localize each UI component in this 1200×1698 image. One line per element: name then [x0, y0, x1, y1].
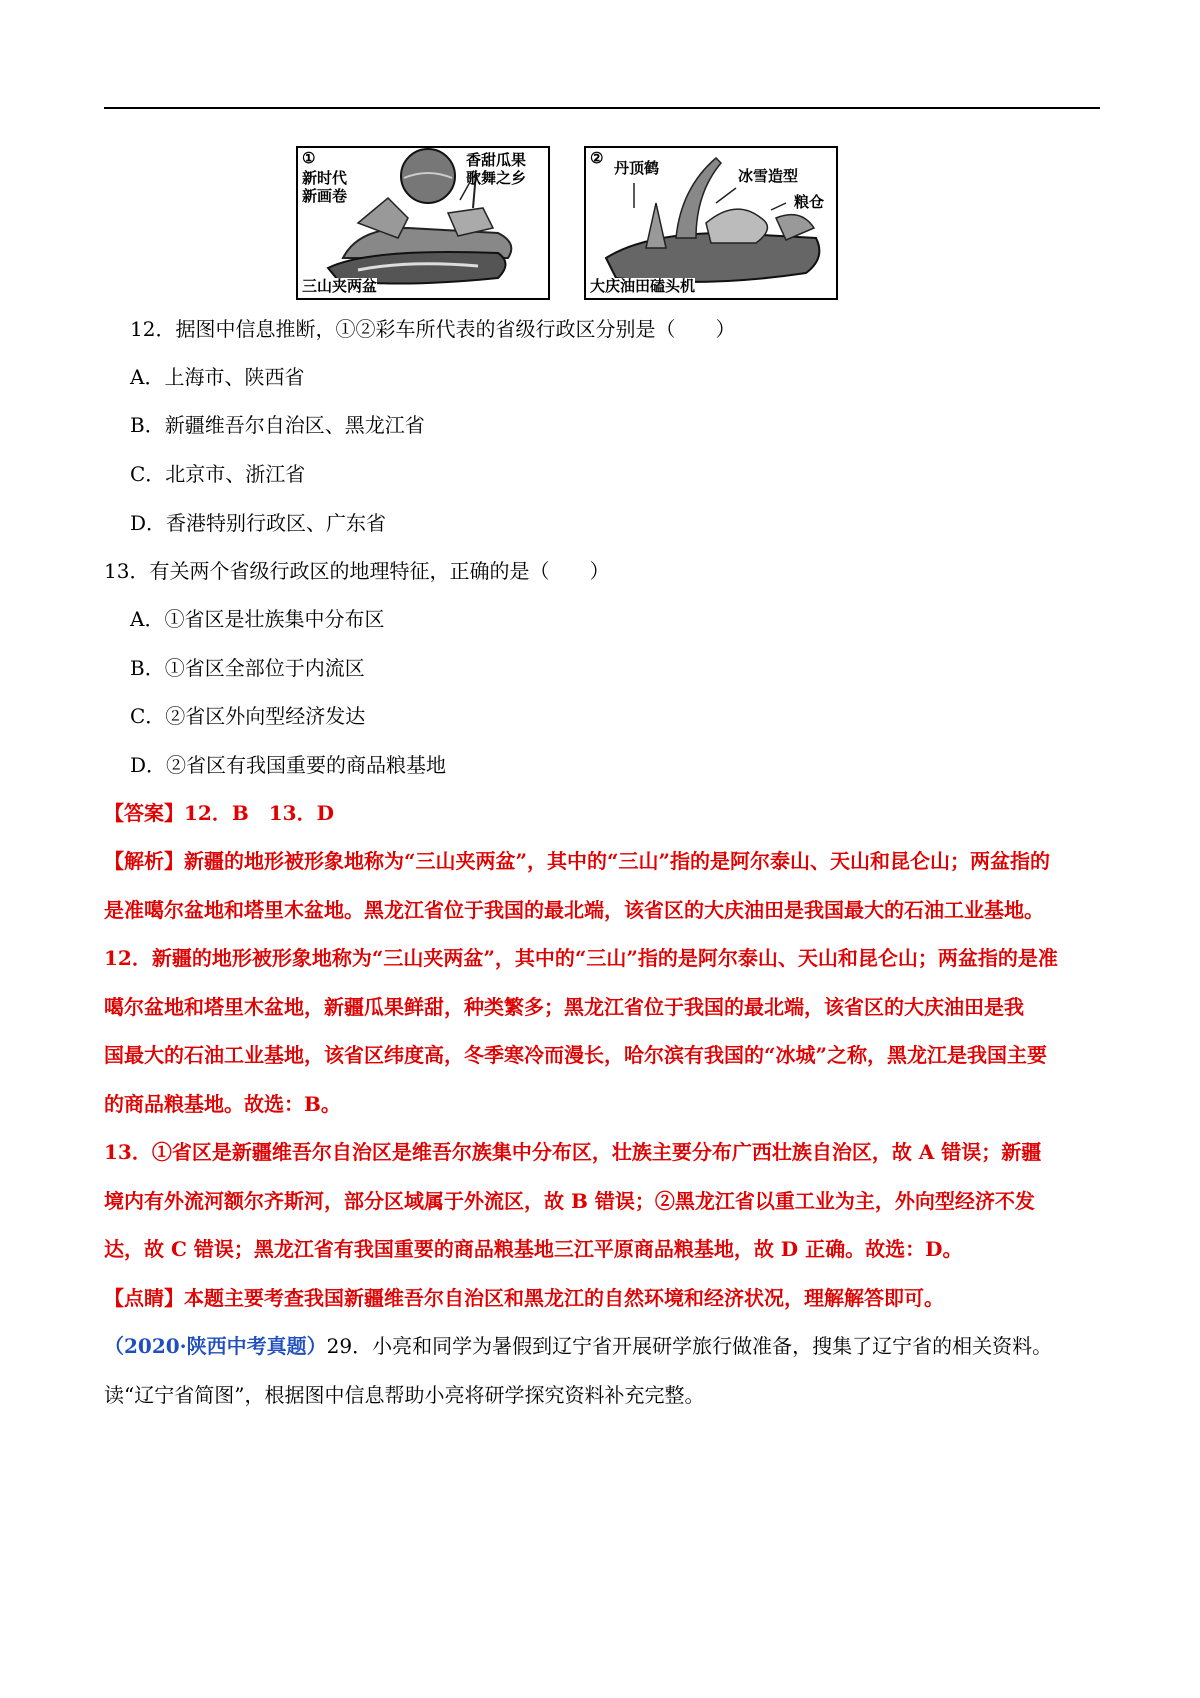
figure-label-song-dance: 歌舞之乡: [466, 169, 527, 187]
explanation-12-line-3: 国最大的石油工业基地，该省区纬度高，冬季寒冷而漫长，哈尔滨有我国的“冰城”之称，黑龙江是我国主要: [104, 1043, 1048, 1067]
question-29-line-1: [104, 1333, 1052, 1359]
answer-tag: 【答案】: [104, 801, 184, 825]
question-13-option-b: B．①省区全部位于内流区: [130, 656, 365, 680]
question-13-option-d: D．②省区有我国重要的商品粮基地: [130, 753, 447, 777]
analysis-line-1: [104, 848, 1050, 874]
answer-text: 12．B 13．D: [184, 801, 334, 825]
question-13-option-a: A．①省区是壮族集中分布区: [130, 607, 385, 631]
float-figure-1: [296, 146, 550, 300]
answer-line: [104, 800, 334, 826]
question-12-option-c: C．北京市、浙江省: [130, 462, 306, 486]
question-12-option-d: D．香港特别行政区、广东省: [130, 511, 387, 535]
analysis-line-2: 是准噶尔盆地和塔里木盆地。黑龙江省位于我国的最北端，该省区的大庆油田是我国最大的石油工业基地。: [104, 898, 1044, 922]
figure-label-ice: 冰雪造型: [738, 167, 799, 185]
explanation-12-line-2: 噶尔盆地和塔里木盆地，新疆瓜果鲜甜，种类繁多；黑龙江省位于我国的最北端，该省区的大庆油田是我: [104, 995, 1024, 1019]
figure-number-2: ②: [590, 149, 604, 167]
question-12-option-b: B．新疆维吾尔自治区、黑龙江省: [130, 413, 425, 437]
figure-number-1: ①: [302, 149, 316, 167]
figure-label-fruit: 香甜瓜果: [466, 151, 527, 169]
question-13-stem: 13．有关两个省级行政区的地理特征，正确的是（ ）: [104, 559, 610, 583]
question-13-option-c: C．②省区外向型经济发达: [130, 704, 366, 728]
analysis-text-1: 新疆的地形被形象地称为“三山夹两盆”，其中的“三山”指的是阿尔泰山、天山和昆仑山；两盆指的: [184, 849, 1051, 873]
question-29-text-1: 29．小亮和同学为暑假到辽宁省开展研学旅行做准备，搜集了辽宁省的相关资料。: [326, 1334, 1053, 1358]
figure-label-sanshan: 三山夹两盆: [302, 277, 378, 295]
explanation-13-line-2: 境内有外流河额尔齐斯河，部分区域属于外流区，故 B 错误；②黑龙江省以重工业为主，外向型经济不发: [104, 1189, 1035, 1213]
comment-line: [104, 1285, 944, 1311]
question-29-source: （2020·陕西中考真题）: [104, 1334, 327, 1358]
question-12-stem: 12．据图中信息推断，①②彩车所代表的省级行政区分别是（ ）: [130, 317, 736, 341]
explanation-13-line-3: 达，故 C 错误；黑龙江省有我国重要的商品粮基地三江平原商品粮基地，故 D 正确。故选：D。: [104, 1237, 963, 1261]
comment-text: 本题主要考查我国新疆维吾尔自治区和黑龙江的自然环境和经济状况，理解解答即可。: [184, 1286, 944, 1310]
figure-label-xinshidai: 新时代: [302, 169, 348, 187]
float-figure-2: [584, 146, 838, 300]
question-29-line-2: 读“辽宁省简图”，根据图中信息帮助小亮将研学探究资料补充完整。: [104, 1383, 705, 1407]
figure-label-daqing: 大庆油田磕头机: [590, 277, 696, 295]
explanation-13-line-1: 13．①省区是新疆维吾尔自治区是维吾尔族集中分布区，壮族主要分布广西壮族自治区，故 A 错误；新疆: [104, 1140, 1042, 1164]
explanation-12-line-4: 的商品粮基地。故选：B。: [104, 1092, 341, 1116]
comment-tag: 【点睛】: [104, 1286, 184, 1310]
analysis-tag: 【解析】: [104, 849, 184, 873]
header-rule: [104, 107, 1100, 109]
figure-label-crane: 丹顶鹤: [614, 159, 660, 177]
figure-label-grain: 粮仓: [794, 193, 825, 211]
explanation-12-line-1: 12．新疆的地形被形象地称为“三山夹两盆”，其中的“三山”指的是阿尔泰山、天山和昆仑山；两盆指的是准: [104, 946, 1058, 970]
figure-label-xinhuajuan: 新画卷: [302, 187, 348, 205]
question-12-option-a: A．上海市、陕西省: [130, 365, 305, 389]
